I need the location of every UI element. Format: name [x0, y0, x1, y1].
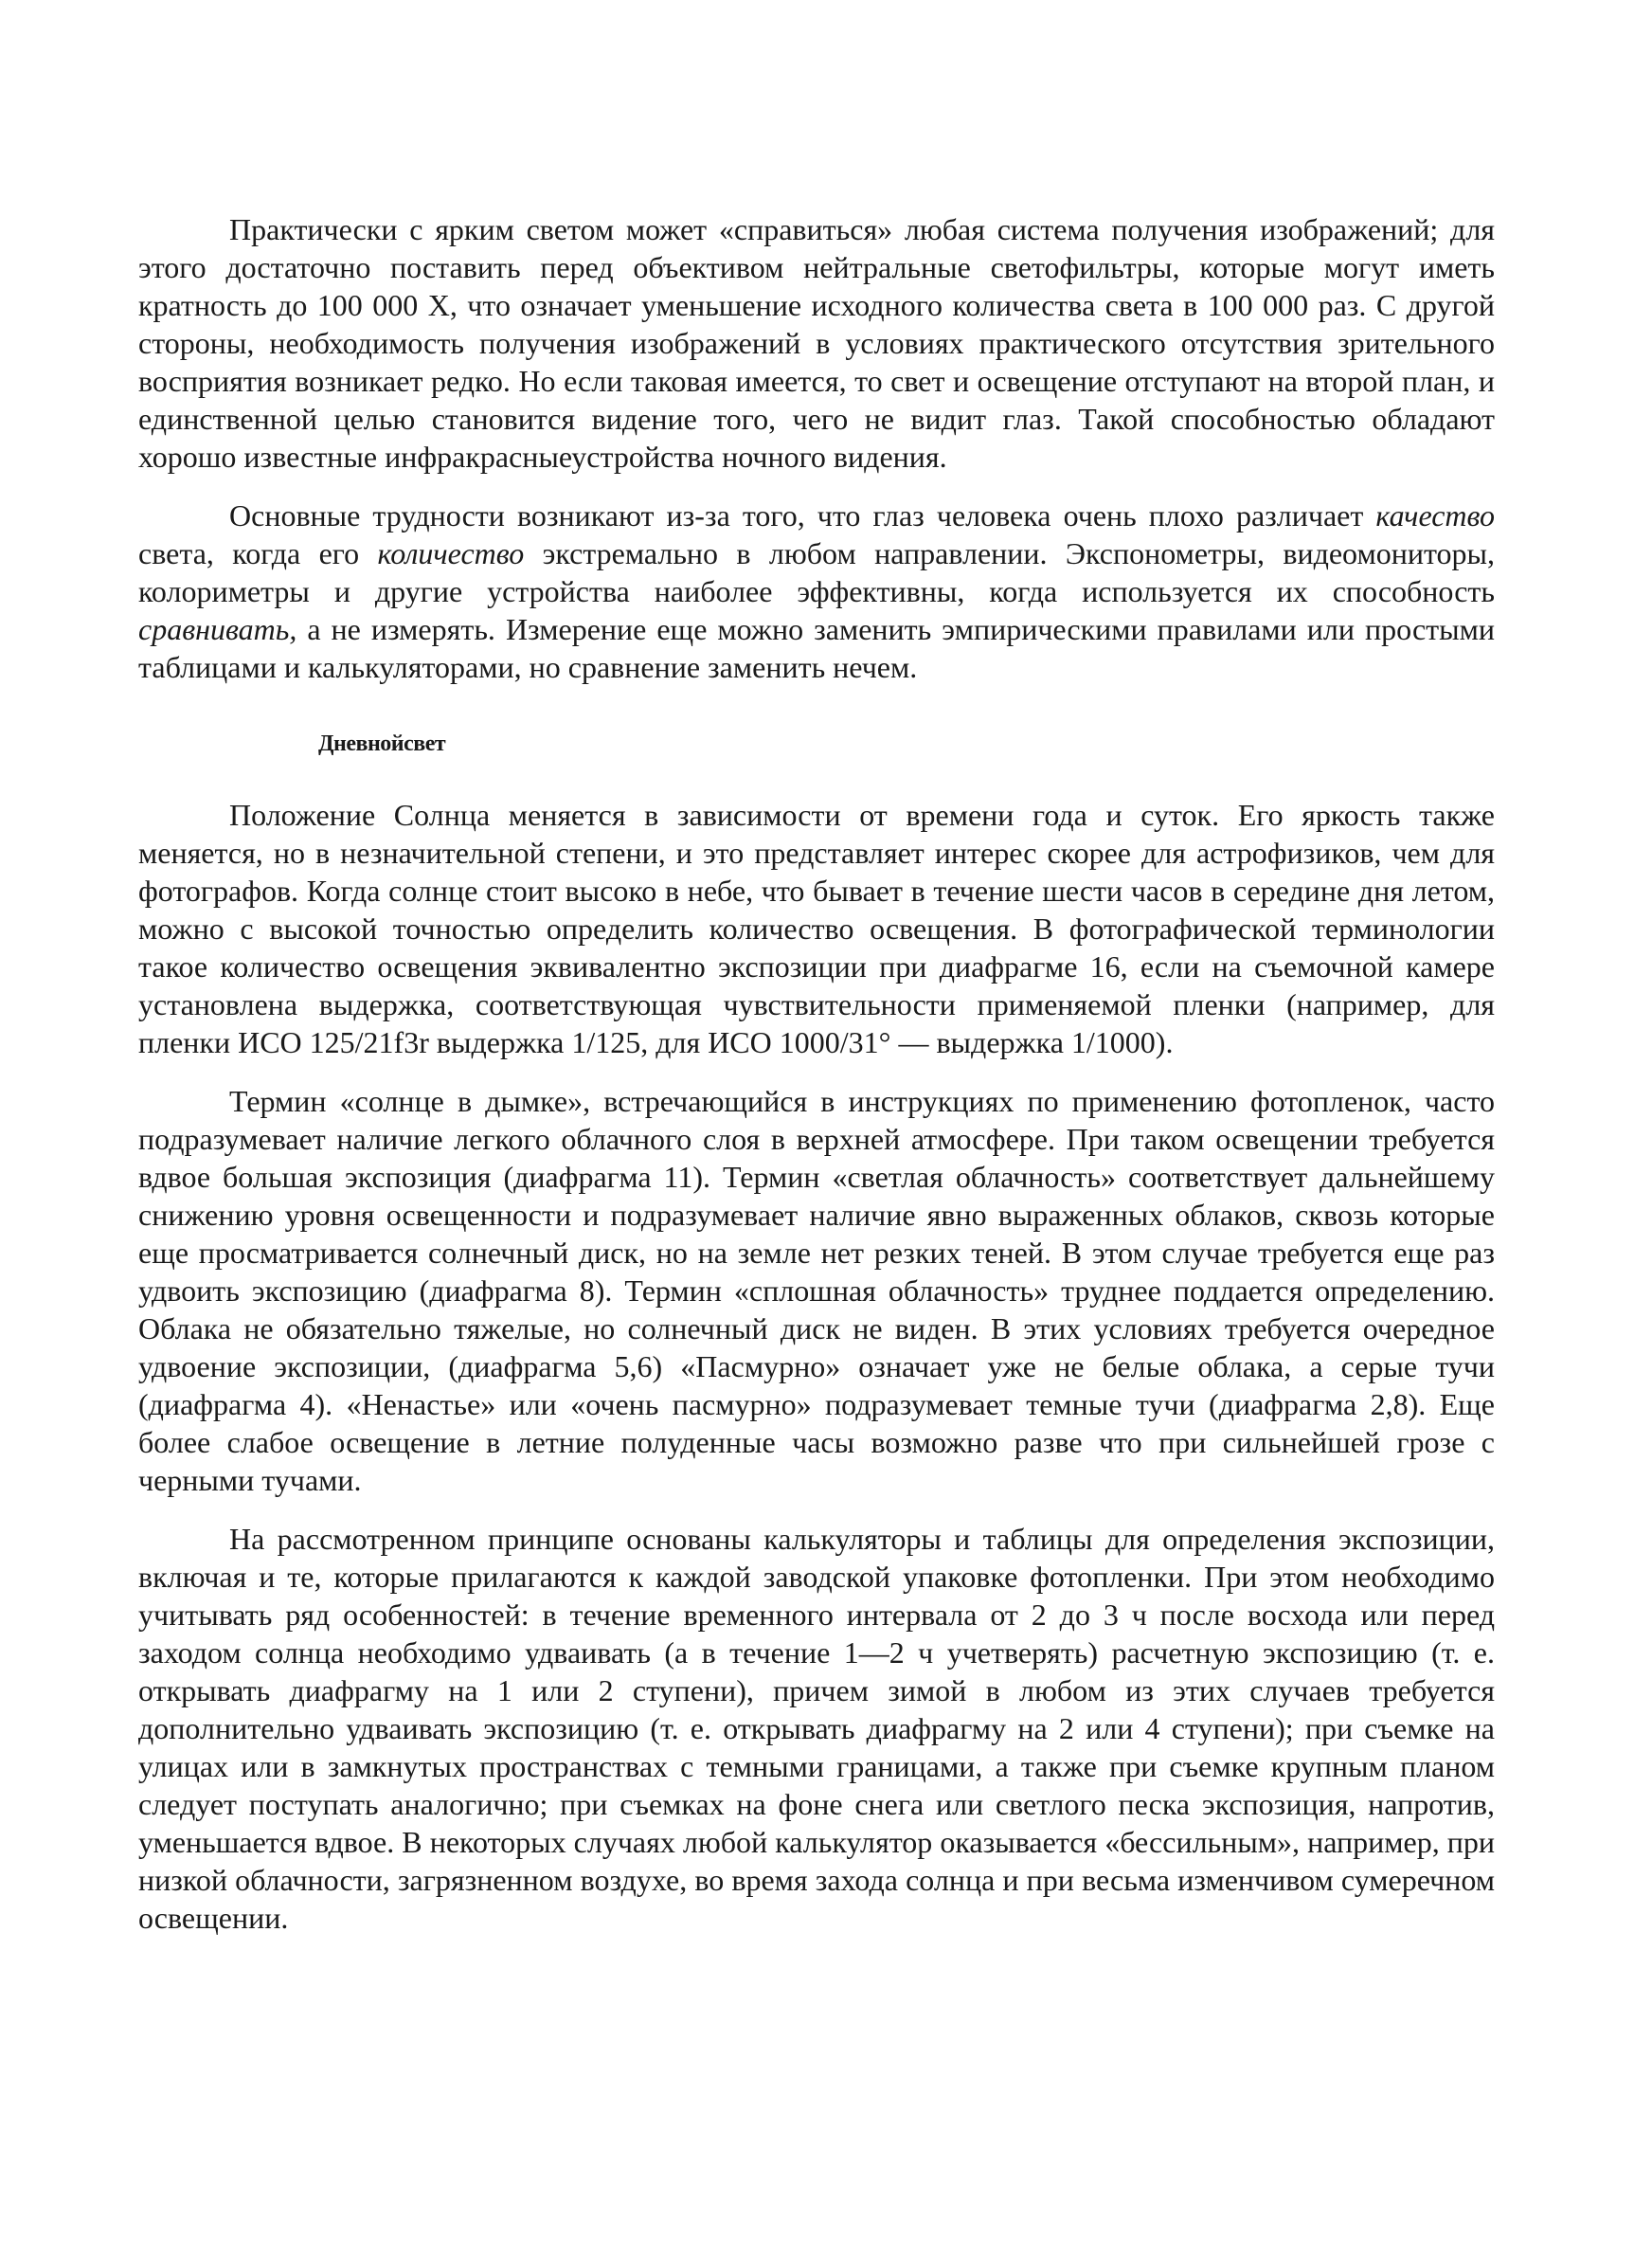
paragraph-cloud-terms: Термин «солнце в дымке», встречающийся в инструкциях по применению фотопленок, часто подразумевает наличие легкого облачного слоя в верхней атмосфере. При таком освещении требуется вдвое большая экспозиция (диафрагма 11). Термин «светлая облачность» соответствует дальнейшему снижению уровня освещенности и подразумевает наличие явно выраженных облаков, сквозь которые еще просматривается солнечный диск, но на земле нет резких теней. В этом случае требуется еще раз удвоить экспозицию (диафрагма 8). Термин «сплошная облачность» труднее поддается определению. Облака не обязательно тяжелые, но солнечный диск не виден. В этих условиях требуется очередное удвоение экспозиции, (диафрагма 5,6) «Пасмурно» означает уже не белые облака, а серые тучи (диафрагма 4). «Ненастье» или «очень пасмурно» подразумевает темные тучи (диафрагма 2,8). Еще более слабое освещение в летние полуденные часы возможно разве что при сильнейшей грозе с черными тучами.	[138, 1084, 1495, 1497]
section-heading: Дневнойсвет	[318, 731, 446, 756]
paragraph-difficulties-part-d: а не измерять. Измерение еще можно заменить эмпирическими правилами или простыми таблицами и калькуляторами, но сравнение заменить нечем.	[138, 612, 1495, 684]
emphasis-sravnivat: сравнивать,	[138, 612, 297, 646]
paragraph-calculators: На рассмотренном принципе основаны калькуляторы и таблицы для определения экспозиции, включая и те, которые прилагаются к каждой заводской упаковке фотопленки. При этом необходимо учитывать ряд особенностей: в течение временного интервала от 2 до 3 ч после восхода или перед заходом солнца необходимо удваивать (а в течение 1—2 ч учетверять) расчетную экспозицию (т. е. открывать диафрагму на 1 или 2 ступени), причем зимой в любом из этих случаев требуется дополнительно удваивать экспозицию (т. е. открывать диафрагму на 2 или 4 ступени); при съемке на улицах или в замкнутых пространствах с темными границами, а также при съемке крупным планом следует поступать аналогично; при съемках на фоне снега или светлого песка экспозиция, напротив, уменьшается вдвое. В некоторых случаях любой калькулятор оказывается «бессильным», например, при низкой облачности, загрязненном воздухе, во время захода солнца и при весьма изменчивом сумеречном освещении.	[138, 1522, 1495, 1935]
paragraph-difficulties-part-b: света, когда его	[138, 536, 378, 570]
emphasis-kolichestvo: количество	[377, 536, 525, 570]
emphasis-kachestvo: качество	[1375, 498, 1495, 533]
document-page	[138, 210, 1495, 1958]
paragraph-difficulties	[138, 497, 1495, 686]
paragraph-sun-position: Положение Солнца меняется в зависимости от времени года и суток. Его яркость также меняется, но в незначительной степени, и это представляет интерес скорее для астрофизиков, чем для фотографов. Когда солнце стоит высоко в небе, что бывает в течение шести часов в середине дня летом, можно с высокой точностью определить количество освещения. В фотографической терминологии такое количество освещения эквивалентно экспозиции при диафрагме 16, если на съемочной камере установлена выдержка, соответствующая чувствительности применяемой пленки (например, для пленки ИСО 125/21f3r выдержка 1/125, для ИСО 1000/31° — выдержка 1/1000).	[138, 798, 1495, 1059]
paragraph-difficulties-part-c: экстремально в любом направлении. Экспонометры, видеомониторы, колориметры и другие устройства наиболее эффективны, когда используется их способность	[138, 536, 1495, 608]
paragraph-intro: Практически с ярким светом может «справиться» любая система получения изображений; для этого достаточно поставить перед объективом нейтральные светофильтры, которые могут иметь кратность до 100 000 X, что означает уменьшение исходного количества света в 100 000 раз. С другой стороны, необходимость получения изображений в условиях практического отсутствия зрительного восприятия возникает редко. Но если таковая имеется, то свет и освещение отступают на второй план, и единственной целью становится видение того, чего не видит глаз. Такой способностью обладают хорошо известные инфракрасныеустройства ночного видения.	[138, 212, 1495, 474]
paragraph-difficulties-part-a: Основные трудности возникают из-за того, что глаз человека очень плохо различает	[229, 498, 1376, 533]
